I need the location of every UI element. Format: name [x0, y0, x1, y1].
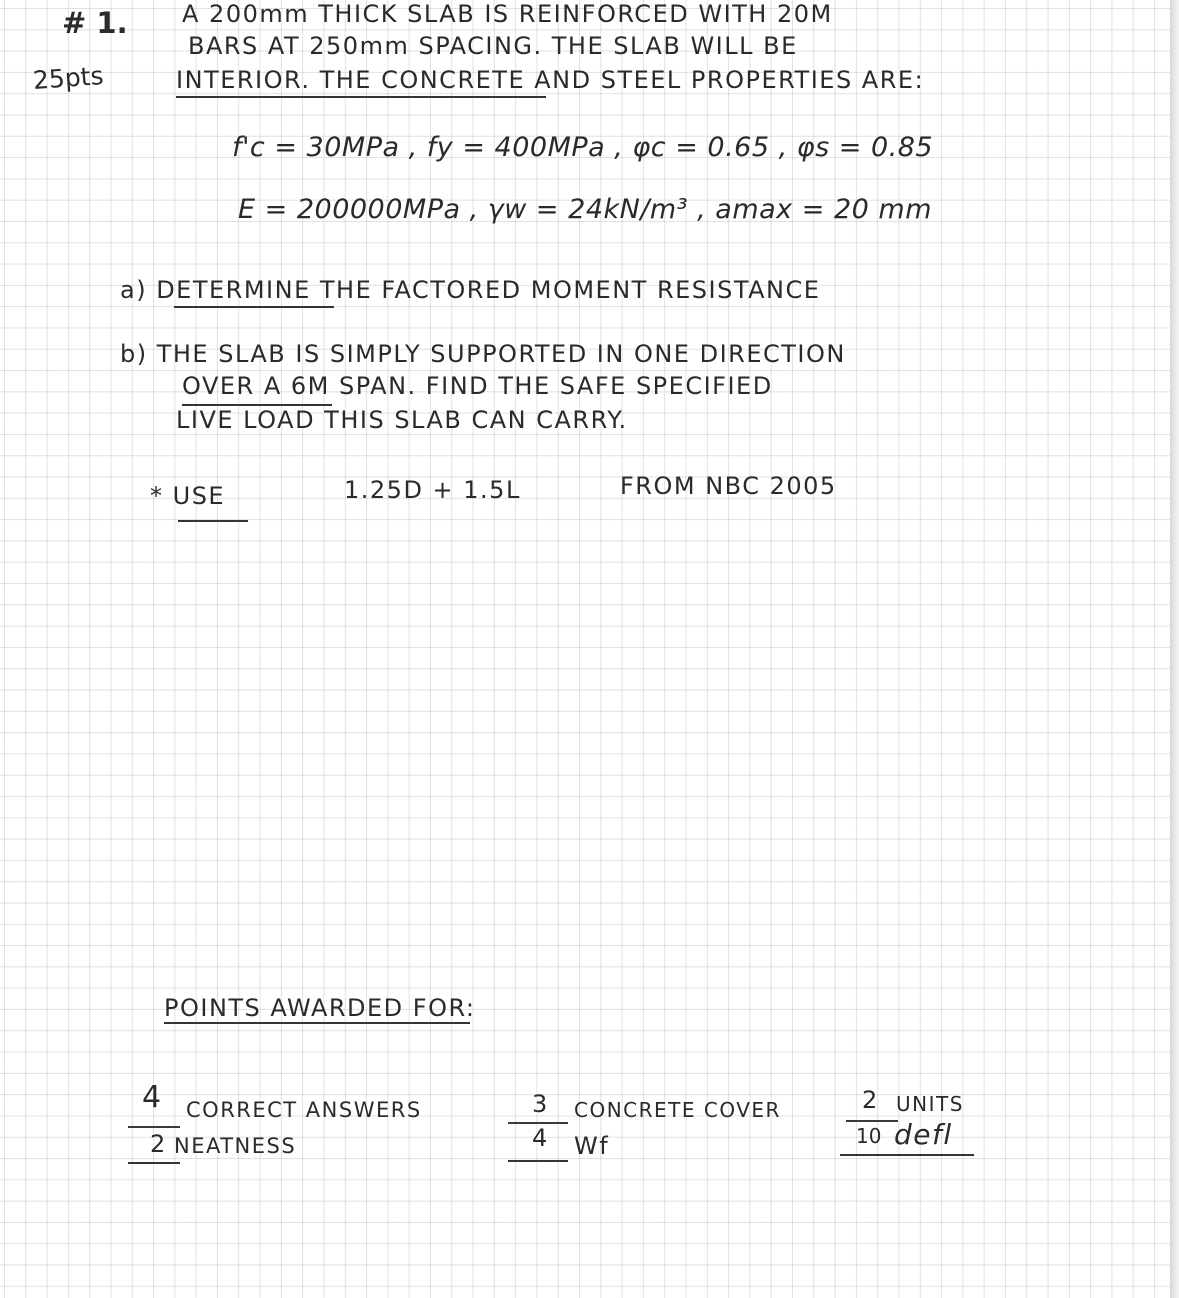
sheet-edge: [1170, 0, 1179, 1298]
properties-line-1: f'c = 30MPa , fy = 400MPa , φc = 0.65 , φs = 0.85: [232, 132, 934, 163]
neatness-underline: [128, 1162, 180, 1164]
label-concrete-cover: CONCRETE COVER: [574, 1098, 781, 1122]
points-concrete-cover: 3: [532, 1090, 548, 1118]
part-b-line-1: b) THE SLAB IS SIMPLY SUPPORTED IN ONE DIRECTION: [120, 340, 846, 368]
problem-number: # 1.: [62, 6, 128, 40]
part-a-underline: [174, 306, 334, 308]
label-neatness: NEATNESS: [174, 1134, 297, 1158]
use-underline: [178, 520, 248, 522]
label-correct-answers: CORRECT ANSWERS: [186, 1098, 422, 1122]
points-neatness: 2: [150, 1130, 166, 1158]
label-defl: defl: [894, 1118, 953, 1151]
use-label: * USE: [150, 482, 226, 510]
statement-line-3: INTERIOR. THE CONCRETE AND STEEL PROPERTIES ARE:: [176, 66, 925, 94]
part-b-line-2: OVER A 6M SPAN. FIND THE SAFE SPECIFIED: [182, 372, 773, 400]
statement-line-2: BARS AT 250mm SPACING. THE SLAB WILL BE: [188, 32, 798, 60]
combination-source: FROM NBC 2005: [620, 472, 837, 500]
part-b-underline: [182, 404, 332, 406]
points-wf: 4: [532, 1124, 548, 1152]
load-combination: 1.25D + 1.5L: [344, 476, 521, 504]
label-wf: Wf: [574, 1132, 610, 1160]
points-units: 2: [862, 1086, 878, 1114]
properties-line-2: E = 200000MPa , γw = 24kN/m³ , amax = 20 mm: [238, 194, 932, 225]
problem-points: 25pts: [32, 61, 105, 95]
points-heading: POINTS AWARDED FOR:: [164, 994, 476, 1022]
part-b-line-3: LIVE LOAD THIS SLAB CAN CARRY.: [176, 406, 628, 434]
points-correct-answers: 4: [142, 1080, 162, 1115]
part-a: a) DETERMINE THE FACTORED MOMENT RESISTANCE: [120, 276, 821, 304]
points-heading-underline: [164, 1022, 470, 1024]
points-defl: 10: [856, 1124, 882, 1148]
label-units: UNITS: [896, 1092, 964, 1116]
fraction-bar-3: [846, 1120, 898, 1122]
defl-underline: [840, 1154, 974, 1156]
wf-underline: [508, 1160, 568, 1162]
statement-underline: [176, 96, 546, 98]
fraction-bar-1: [128, 1126, 180, 1128]
statement-line-1: A 200mm THICK SLAB IS REINFORCED WITH 20M: [182, 0, 833, 28]
